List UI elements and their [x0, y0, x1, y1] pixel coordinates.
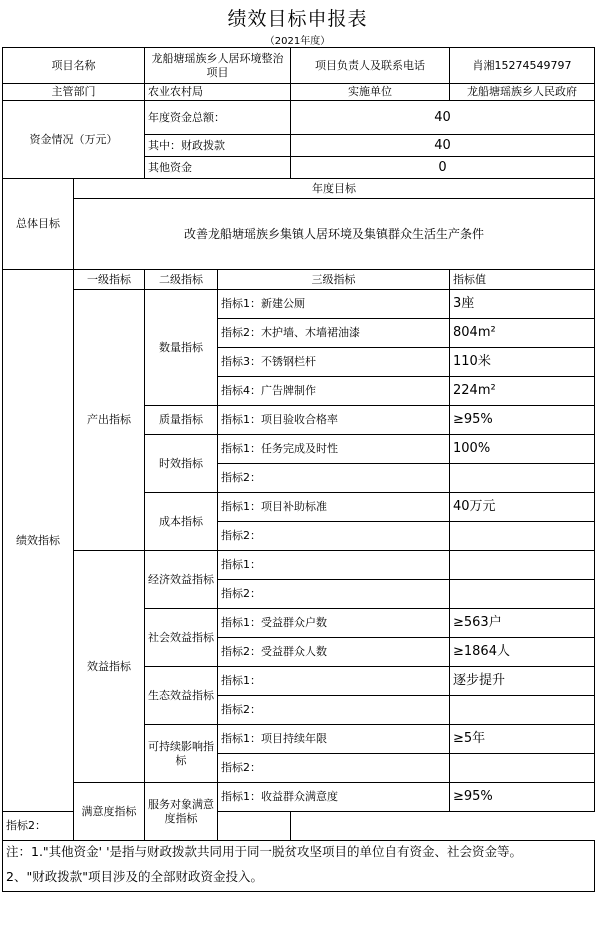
quantity-indicator-3: 指标3：不锈钢栏杆 [218, 348, 450, 377]
quality-indicator-1: 指标1：项目验收合格率 [218, 406, 450, 435]
econ-value-1 [450, 551, 595, 580]
satisfaction-value-2 [218, 812, 291, 841]
funds-fiscal-value: 40 [291, 135, 595, 157]
note-1: 注：1."其他资金' '是指与财政拨款共同用于同一脱贫攻坚项目的单位自有资金、社会资金等。 [3, 841, 595, 863]
quantity-indicator-1: 指标1：新建公厕 [218, 290, 450, 319]
eco-label: 生态效益指标 [145, 667, 218, 725]
eco-indicator-1: 指标1： [218, 667, 450, 696]
year-label: （2021年度） [264, 36, 331, 47]
satisfaction-indicator-2: 指标2： [3, 812, 145, 841]
social-indicator-1: 指标1：受益群众户数 [218, 609, 450, 638]
performance-table [2, 47, 595, 892]
funds-fiscal-label: 其中：财政拨款 [145, 135, 291, 157]
year-goal-header: 年度目标 [74, 179, 595, 199]
cost-indicator-1: 指标1：项目补助标准 [218, 493, 450, 522]
contact-label: 项目负责人及联系电话 [291, 48, 450, 84]
quantity-indicator-4: 指标4：广告牌制作 [218, 377, 450, 406]
project-name-label: 项目名称 [3, 48, 145, 84]
funds-total-value: 40 [291, 101, 595, 135]
sustain-value-1: ≥5年 [450, 725, 595, 754]
sustain-indicator-1: 指标1：项目持续年限 [218, 725, 450, 754]
timeliness-value-2 [450, 464, 595, 493]
note-2: 2、"财政拨款"项目涉及的全部财政资金投入。 [3, 862, 595, 892]
impl-label: 实施单位 [291, 84, 450, 101]
social-indicator-2: 指标2：受益群众人数 [218, 638, 450, 667]
project-name-value: 龙船塘瑶族乡人居环境整治项目 [145, 48, 291, 84]
quality-label: 质量指标 [145, 406, 218, 435]
cost-label: 成本指标 [145, 493, 218, 551]
funds-total-label: 年度资金总额： [145, 101, 291, 135]
page-title: 绩效目标申报表 [227, 8, 368, 30]
quantity-value-3: 110米 [450, 348, 595, 377]
service-satisfaction-label: 服务对象满意度指标 [145, 783, 218, 841]
quantity-label: 数量指标 [145, 290, 218, 406]
satisfaction-value-1: ≥95% [450, 783, 595, 812]
social-value-1: ≥563户 [450, 609, 595, 638]
social-value-2: ≥1864人 [450, 638, 595, 667]
eco-value-2 [450, 696, 595, 725]
timeliness-value-1: 100% [450, 435, 595, 464]
timeliness-label: 时效指标 [145, 435, 218, 493]
header-level2: 二级指标 [145, 270, 218, 290]
econ-value-2 [450, 580, 595, 609]
dept-value: 农业农村局 [145, 84, 291, 101]
econ-label: 经济效益指标 [145, 551, 218, 609]
sustain-value-2 [450, 754, 595, 783]
cost-indicator-2: 指标2： [218, 522, 450, 551]
eco-indicator-2: 指标2： [218, 696, 450, 725]
funds-other-label: 其他资金 [145, 157, 291, 179]
benefit-label: 效益指标 [74, 551, 145, 783]
social-label: 社会效益指标 [145, 609, 218, 667]
output-label: 产出指标 [74, 290, 145, 551]
satisfaction-label: 满意度指标 [74, 783, 145, 841]
econ-indicator-1: 指标1： [218, 551, 450, 580]
quantity-indicator-2: 指标2：木护墙、木墙裙油漆 [218, 319, 450, 348]
satisfaction-indicator-1: 指标1：收益群众满意度 [218, 783, 450, 812]
overall-goal-text: 改善龙船塘瑶族乡集镇人居环境及集镇群众生活生产条件 [74, 199, 595, 270]
cost-value-1: 40万元 [450, 493, 595, 522]
dept-label: 主管部门 [3, 84, 145, 101]
quality-value-1: ≥95% [450, 406, 595, 435]
header-level1: 一级指标 [74, 270, 145, 290]
overall-goal-label: 总体目标 [3, 179, 74, 270]
econ-indicator-2: 指标2： [218, 580, 450, 609]
header-value: 指标值 [450, 270, 595, 290]
funds-other-value: 0 [291, 157, 595, 179]
eco-value-1: 逐步提升 [450, 667, 595, 696]
sustain-indicator-2: 指标2： [218, 754, 450, 783]
timeliness-indicator-2: 指标2： [218, 464, 450, 493]
header-level3: 三级指标 [218, 270, 450, 290]
quantity-value-2: 804m² [450, 319, 595, 348]
cost-value-2 [450, 522, 595, 551]
contact-value: 肖湘15274549797 [450, 48, 595, 84]
timeliness-indicator-1: 指标1：任务完成及时性 [218, 435, 450, 464]
impl-value: 龙船塘瑶族乡人民政府 [450, 84, 595, 101]
quantity-value-1: 3座 [450, 290, 595, 319]
funds-label: 资金情况（万元） [3, 101, 145, 179]
quantity-value-4: 224m² [450, 377, 595, 406]
perf-label: 绩效指标 [3, 270, 74, 812]
sustain-label: 可持续影响指标 [145, 725, 218, 783]
